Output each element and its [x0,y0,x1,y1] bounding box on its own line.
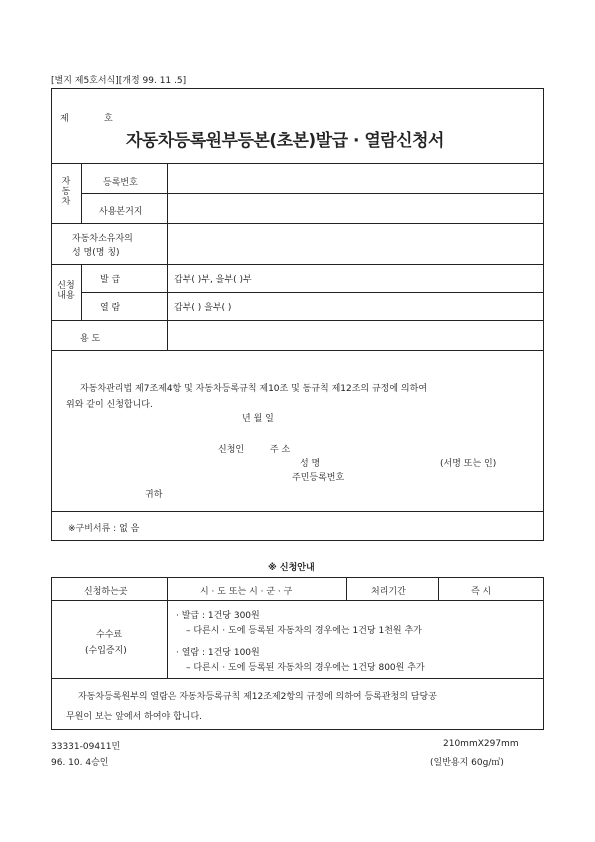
date-line[interactable]: 년 월 일 [242,414,274,424]
statement-line-1: 자동차관리법 제7조제4항 및 자동차등록규칙 제10조 및 동규칙 제12조의 규정에 의하여 [80,384,428,394]
fee-stamp-label: (수입증지) [85,646,127,656]
fee-view-note: – 다른시 · 도에 등록된 자동차의 경우에는 1건당 800원 추가 [186,663,425,673]
resident-number-label: 주민등록번호 [292,473,345,483]
required-documents-note: ※구비서류 : 없 음 [68,524,140,534]
registration-number-label: 등록번호 [103,178,138,188]
statement-line-2: 위와 같이 신청합니다. [66,400,153,410]
issue-label: 발 급 [100,275,121,285]
where-value: 시 · 도 또는 시 · 군 · 구 [200,587,293,597]
form-title: 자동차등록원부등본(초본)발급 · 열람신청서 [126,131,444,151]
number-suffix-label: 호 [104,114,113,124]
owner-name-label: 성 명(명 칭) [72,248,120,258]
guide-title: ※ 신청안내 [268,563,315,573]
period-value: 즉 시 [471,587,492,597]
period-label: 처리기간 [371,587,406,597]
base-location-field[interactable] [169,196,541,221]
signature-label: (서명 또는 인) [440,459,497,469]
name-label: 성 명 [300,459,321,469]
purpose-field[interactable] [169,323,541,348]
issue-copies-field[interactable]: 갑부( )부, 을부( )부 [174,275,252,285]
approval-date: 96. 10. 4승인 [51,758,109,768]
request-group-label: 신청내용 [57,281,75,301]
view-label: 열 람 [100,303,121,313]
where-label: 신청하는곳 [84,587,128,597]
owner-name-field[interactable] [169,226,541,262]
fee-view: · 열람 : 1건당 100원 [176,648,260,658]
applicant-label: 신청인 [218,445,245,455]
guide-note-line-2: 무원이 보는 앞에서 하여야 합니다. [66,712,203,722]
paper-type: (일반용지 60g/㎡) [430,758,504,768]
fee-issue-note: – 다른시 · 도에 등록된 자동차의 경우에는 1건당 1천원 추가 [186,626,422,636]
owner-label: 자동차소유자의 [72,234,133,244]
registration-number-field[interactable] [169,166,541,191]
guide-note-line-1: 자동차등록원부의 열람은 자동차등록규칙 제12조제2항의 규정에 의하여 등록관청의 담당공 [78,692,437,702]
address-label: 주 소 [270,445,291,455]
paper-size: 210mmX297mm [443,739,519,749]
form-code: 33331-09411민 [51,742,121,752]
base-location-label: 사용본거지 [99,207,143,217]
fee-label: 수수료 [96,630,123,640]
purpose-label: 용 도 [80,334,101,344]
fee-issue: · 발급 : 1건당 300원 [176,611,260,621]
view-copies-field[interactable]: 갑부( ) 을부( ) [174,303,232,313]
number-label: 제 [60,114,69,124]
recipient-label: 귀하 [145,490,163,500]
form-reference: [별지 제5호서식][개정 99. 11 .5] [51,76,187,86]
vehicle-group-label: 자동차 [61,177,71,207]
